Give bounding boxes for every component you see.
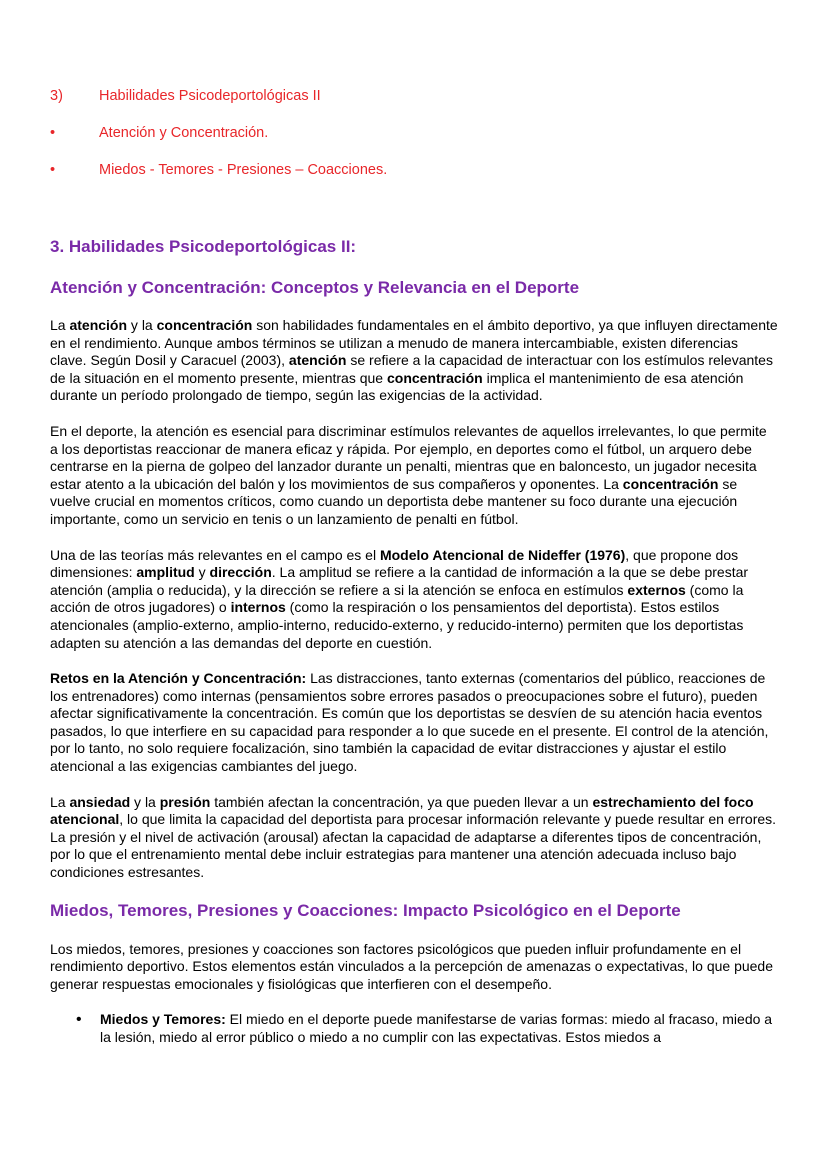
paragraph-1 [50,317,778,405]
bold-term: internos [230,599,286,616]
toc-text: Miedos - Temores - Presiones – Coacciones. [99,162,388,178]
text-run: también afectan la concentración, ya que pueden llevar a un [210,793,593,810]
toc-text: Habilidades Psicodeportológicas II [99,88,321,104]
text-run: La [50,317,70,333]
bold-term: Retos en la Atención y Concentración: [50,670,307,687]
bullet-list [50,1011,778,1046]
bold-term: dirección [209,564,272,581]
paragraph-4 [50,670,778,776]
document-body [50,236,778,1047]
toc-item [50,86,790,106]
toc-text: Atención y Concentración. [99,125,269,141]
bold-term: externos [627,581,686,598]
text-run: . La amplitud se refiere a la cantidad de información a la que se debe prestar atención (amplia o reducida), y la dirección se refiere a si la atención se enfoca en estímulos [50,564,749,598]
text-run: son habilidades fundamentales en el ámbito deportivo, ya que influyen directamente en el rendimiento. Aunque ambos términos se utilizan a menudo de manera intercambiable, existen diferencias clave. Según Dosil y Caracuel (2003), [50,317,778,369]
toc-marker: • [50,162,56,178]
bold-term: atención [288,352,347,369]
bold-term: atención [69,317,128,333]
text-run: se vuelve crucial en momentos críticos, como cuando un deportista debe mantener su foco durante una ejecución importante, como un servicio en tenis o un lanzamiento de penalti en fútbol. [50,475,738,527]
subsection-title-attention: Atención y Concentración: Conceptos y Relevancia en el Deporte [50,278,580,297]
paragraph-6: Los miedos, temores, presiones y coacciones son factores psicológicos que pueden influir profundamente en el rendimiento deportivo. Estos elementos están vinculados a la percepción de amenazas o expectativas, lo que puede generar respuestas emocionales y fisiológicas que interfieren con el desempeño. [50,940,774,992]
text-run: En el deporte, la atención es esencial para discriminar estímulos relevantes de aquellos irrelevantes, lo que permite a los deportistas reaccionar de manera eficaz y rápida. Por ejemplo, en deportes como el fútbol, un arquero debe centrarse en la pierna de golpeo del lanzador durante un penalti, mientras que en baloncesto, un jugador necesita estar atento a la ubicación del balón y los movimientos de sus compañeros y oponentes. La [50,422,767,492]
bold-term: amplitud [136,564,195,581]
bold-term: presión [159,793,211,810]
list-item [76,1011,778,1046]
bold-term: Modelo Atencional de Nideffer (1976) [379,546,626,563]
text-run: El miedo en el deporte puede manifestarse de varias formas: miedo al fracaso, miedo a la lesión, miedo al error público o miedo a no cumplir con las expectativas. Estos miedos a [100,1011,773,1045]
paragraph-2 [50,423,778,529]
section-title: 3. Habilidades Psicodeportológicas II: [50,237,357,256]
text-run: y la [130,793,160,810]
bold-term: concentración [622,475,719,492]
text-run: y [194,564,210,581]
text-run: (como la acción de otros jugadores) o [50,581,744,616]
paragraph-5 [50,794,778,882]
text-run: implica el mantenimiento de esa atención durante un período prolongado de tiempo, según las exigencias de la actividad. [50,369,744,404]
paragraph-3 [50,547,778,653]
bold-term: Miedos y Temores: [100,1011,226,1028]
bold-term: concentración [156,317,253,333]
text-run: La [50,793,70,810]
text-run: Las distracciones, tanto externas (comentarios del público, reacciones de los entrenadores) como internas (pensamientos sobre errores pasados o preocupaciones sobre el futuro), pueden afectar significativamente la concentración. Es común que los deportistas se desvíen de su atención hacia eventos pasados, lo que interfiere en su capacidad para responder a lo que sucede en el presente. El control de la atención, por lo tanto, no solo requiere focalización, sino también la capacidad de evitar distracciones y ajustar el estilo atencional a las exigencias cambiantes del juego. [50,670,769,775]
bold-term: concentración [386,369,483,386]
bold-term: ansiedad [69,793,131,810]
toc-marker: 3) [50,88,63,104]
subsection-title-fears: Miedos, Temores, Presiones y Coacciones: Impacto Psicológico en el Deporte [50,900,681,920]
toc-list [50,86,790,197]
toc-item [50,123,790,143]
text-run: (como la respiración o los pensamientos del deportista). Estos estilos atencionales (amplio-externo, amplio-interno, reducido-externo, y reducido-interno) permiten que los deportistas adapten su atención a las demandas del deporte en cuestión. [50,599,744,651]
text-run: se refiere a la capacidad de interactuar con los estímulos relevantes de la situación en el momento presente, mientras que [50,352,773,386]
text-run: , lo que limita la capacidad del deportista para procesar información relevante y puede resultar en errores. La presión y el nivel de activación (arousal) afectan la capacidad de adaptarse a diferentes tipos de concentración, por lo que el entrenamiento mental debe incluir estrategias para mantener una atención adecuada incluso bajo condiciones estresantes. [50,811,777,881]
text-run: y la [127,317,157,333]
toc-marker: • [50,125,56,141]
toc-item [50,160,790,180]
bold-term: estrechamiento del foco atencional [50,793,754,828]
text-run: Una de las teorías más relevantes en el campo es el [50,546,380,563]
text-run: , que propone dos dimensiones: [50,546,739,581]
